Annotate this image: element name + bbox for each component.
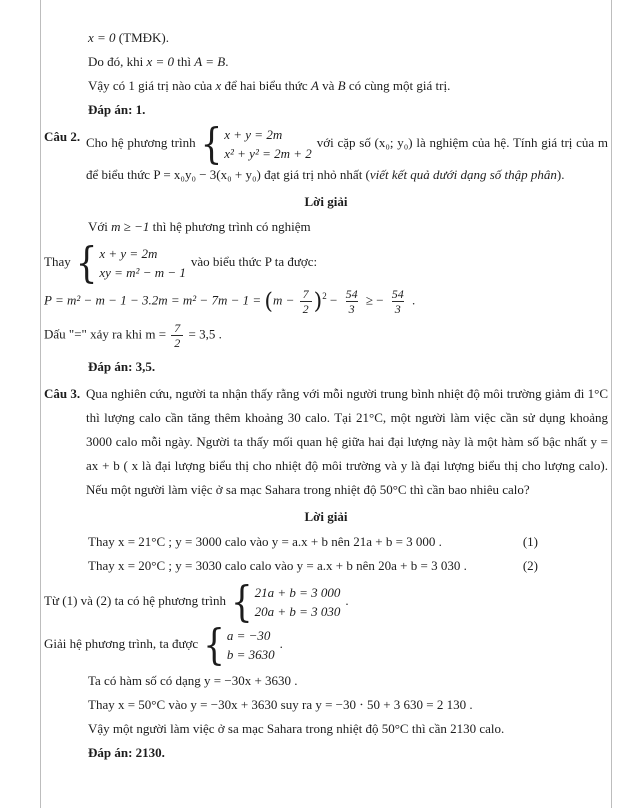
fraction bbox=[389, 287, 407, 316]
math-run: A bbox=[310, 78, 319, 93]
q3-solution-heading: Lời giải bbox=[304, 509, 348, 524]
q3-substitution-1 bbox=[88, 530, 608, 554]
question-body bbox=[86, 119, 608, 187]
q3-conclusion-line: Vậy một người làm việc ở sa mạc Sahara trong nhiệt độ 50°C thì cần 2130 calo. bbox=[88, 721, 505, 736]
q2-equality-case bbox=[44, 321, 608, 350]
fraction bbox=[300, 287, 312, 316]
denominator: 2 bbox=[171, 335, 183, 350]
open-paren: ( bbox=[264, 289, 273, 315]
q2-main-equation bbox=[44, 287, 608, 316]
equation-system bbox=[230, 577, 341, 627]
system-row: a = −30 bbox=[226, 628, 271, 643]
numerator: 7 bbox=[302, 287, 309, 301]
system-brace: { bbox=[75, 238, 98, 288]
system-rows bbox=[227, 626, 275, 664]
close-paren: ) bbox=[313, 289, 323, 315]
system-row: b = 3630 bbox=[226, 647, 275, 662]
system-row: 21a + b = 3 000 bbox=[254, 585, 341, 600]
text-run: thì hệ phương trình có nghiệm bbox=[149, 219, 311, 234]
q3-evaluation-line: Thay x = 50°C vào y = −30x + 3630 suy ra y = −30 ⋅ 50 + 3 630 = 2 130 . bbox=[88, 697, 473, 712]
q1-condition-line bbox=[88, 26, 608, 50]
equation-tag: (1) bbox=[522, 534, 538, 549]
math-run: B bbox=[337, 78, 346, 93]
exponent: 2 bbox=[322, 291, 327, 302]
q2-solution-heading: Lời giải bbox=[304, 194, 348, 209]
text-run: thì bbox=[174, 54, 195, 69]
text-run: . bbox=[345, 592, 349, 608]
math-run: . bbox=[408, 292, 416, 308]
system-brace: { bbox=[203, 620, 225, 670]
text-run: Giải hệ phương trình, ta được bbox=[44, 635, 199, 651]
question-label: Câu 3. bbox=[44, 386, 81, 401]
text-run: = 3,5 . bbox=[185, 326, 222, 342]
q3-answer-line: Đáp án: 2130. bbox=[88, 745, 165, 760]
fraction bbox=[171, 321, 183, 350]
text-run: và bbox=[318, 78, 338, 93]
denominator: 3 bbox=[346, 301, 358, 316]
system-rows bbox=[255, 583, 341, 621]
text-run: . bbox=[225, 54, 229, 69]
q3-system-line bbox=[44, 577, 608, 627]
numerator: 54 bbox=[391, 287, 404, 301]
math-run: x = 0 bbox=[88, 30, 116, 45]
question-2 bbox=[44, 119, 608, 187]
q2-step-1 bbox=[88, 215, 608, 239]
q1-summary-line bbox=[88, 74, 608, 98]
text-run: . bbox=[279, 635, 283, 651]
q1-conclusion-line bbox=[88, 50, 608, 74]
text-run: Thay bbox=[44, 253, 71, 269]
text-run: vào biểu thức P ta được: bbox=[190, 253, 318, 269]
text-run: (TMĐK). bbox=[115, 30, 169, 45]
question-3 bbox=[44, 382, 608, 502]
text-run: với cặp số (x₀; y₀) là nghiệm của hệ. Tính giá trị của m để biểu thức P = x₀y₀ − 3(x₀ + y₀) đạt giá trị nhỏ nhất ( bbox=[86, 134, 608, 182]
system-row: x + y = 2m bbox=[99, 246, 158, 261]
system-brace: { bbox=[230, 577, 253, 627]
system-rows bbox=[224, 125, 312, 163]
italic-note: viết kết quả dưới dạng số thập phân bbox=[369, 167, 557, 182]
system-row: 20a + b = 3 030 bbox=[254, 604, 341, 619]
q3-substitution-2 bbox=[88, 554, 608, 578]
math-run: m ≥ −1 bbox=[111, 219, 150, 234]
system-row: xy = m² − m − 1 bbox=[99, 265, 186, 280]
system-brace: { bbox=[200, 119, 223, 169]
equation-system bbox=[200, 119, 312, 169]
equation-system bbox=[75, 238, 186, 288]
system-row: x² + y² = 2m + 2 bbox=[224, 146, 312, 161]
system-rows bbox=[99, 244, 186, 282]
q2-step-2 bbox=[44, 238, 608, 288]
text-run: Cho hệ phương trình bbox=[86, 134, 196, 150]
q2-answer-line: Đáp án: 3,5. bbox=[88, 359, 156, 374]
q1-answer-line: Đáp án: 1. bbox=[88, 102, 146, 117]
system-row: x + y = 2m bbox=[224, 127, 283, 142]
text-run: Thay x = 21°C ; y = 3000 calo vào y = a.x + b nên 21a + b = 3 000 . bbox=[88, 534, 442, 549]
numerator: 7 bbox=[174, 321, 181, 335]
question-label: Câu 2. bbox=[44, 129, 81, 144]
denominator: 3 bbox=[392, 301, 404, 316]
math-run: x bbox=[215, 78, 222, 93]
text-run: để hai biểu thức bbox=[221, 78, 311, 93]
fraction bbox=[343, 287, 361, 316]
text-run: Do đó, khi bbox=[88, 54, 147, 69]
q3-function-line: Ta có hàm số có dạng y = −30x + 3630 . bbox=[88, 673, 298, 688]
numerator: 54 bbox=[345, 287, 358, 301]
text-run: có cùng một giá trị. bbox=[345, 78, 451, 93]
question-body: Qua nghiên cứu, người ta nhận thấy rằng với mỗi người trung bình nhiệt độ môi trường giảm đi 1°C thì lượng calo cần tăng thêm khoảng 30 calo. Tại 21°C, một người làm việc cần sử dụng khoảng 3000 calo mỗi ngày. Người ta thấy mối quan hệ giữa hai đại lượng này là một hàm số bậc nhất y = ax + b ( x là đại lượng biểu thị cho nhiệt độ môi trường và y là đại lượng biểu thị cho lượng calo). Nếu một người làm việc ở sa mạc Sahara trong nhiệt độ 50°C thì cần bao nhiêu calo? bbox=[86, 386, 608, 497]
math-run: A = B bbox=[194, 54, 226, 69]
text-run: Từ (1) và (2) ta có hệ phương trình bbox=[44, 592, 226, 608]
equation-system bbox=[203, 620, 275, 670]
equation-tag: (2) bbox=[522, 558, 538, 573]
math-run: m − bbox=[272, 292, 298, 308]
text-run: ). bbox=[556, 167, 565, 182]
math-run: ≥ − bbox=[362, 292, 387, 308]
text-run: Thay x = 20°C ; y = 3030 calo calo vào y = a.x + b nên 20a + b = 3 030 . bbox=[88, 558, 467, 573]
text-run: Dấu "=" xảy ra khi m = bbox=[44, 326, 170, 342]
text-run: Với bbox=[88, 219, 112, 234]
q3-solution-system-line bbox=[44, 620, 608, 670]
math-run: x = 0 bbox=[146, 54, 175, 69]
denominator: 2 bbox=[300, 301, 312, 316]
text-run: Vậy có 1 giá trị nào của bbox=[88, 78, 216, 93]
math-run: − bbox=[326, 292, 341, 308]
math-run: P = m² − m − 1 − 3.2m = m² − 7m − 1 = bbox=[44, 292, 265, 308]
